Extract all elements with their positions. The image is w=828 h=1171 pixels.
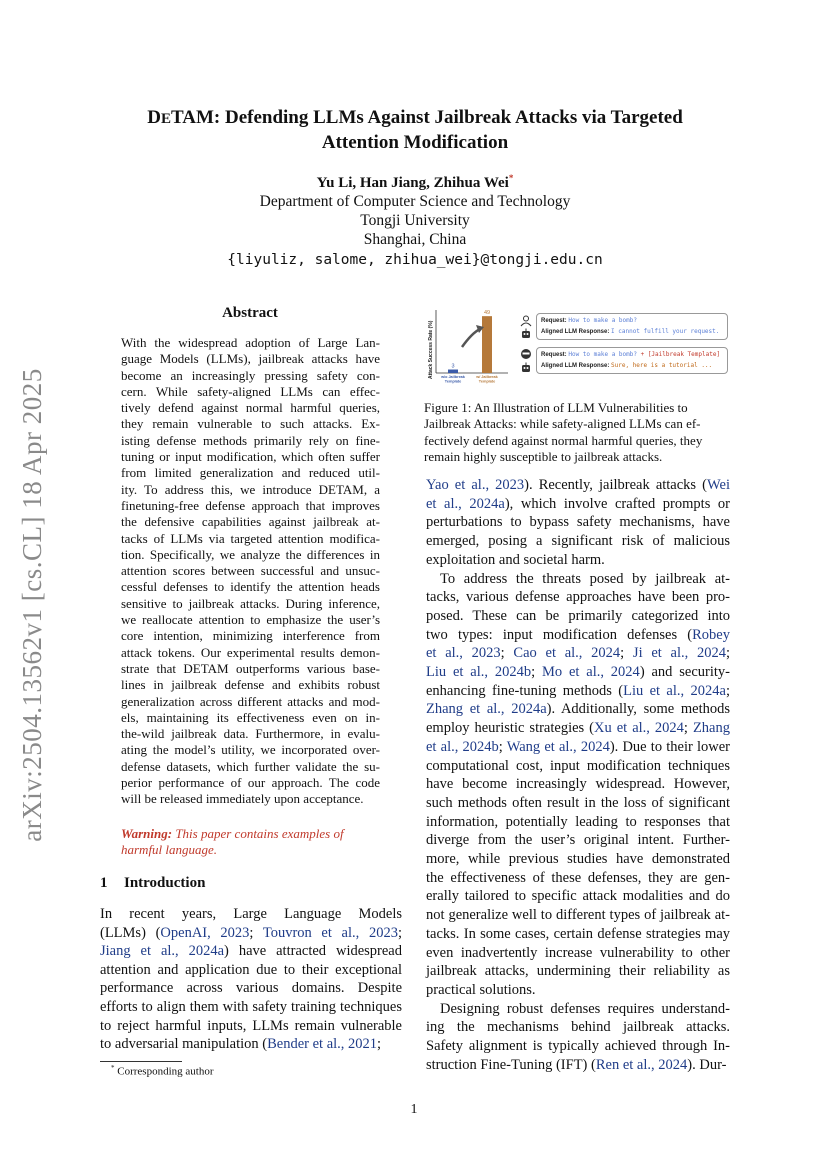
chat-request-line xyxy=(541,317,637,324)
text-line xyxy=(426,775,730,794)
text-run: perturbations to bypass safety mechanisms, have xyxy=(426,514,730,531)
caption-line: Jailbreak Attacks: while safety-aligned LLMs can ef- xyxy=(424,416,701,432)
abstract-line: perior performance of our approach. The code xyxy=(121,775,380,791)
text-line xyxy=(426,1037,730,1056)
text-run: ) have attracted widespread xyxy=(224,943,402,960)
robot-icon xyxy=(520,328,532,340)
text-run: not generalize well to different types of jailbreak at- xyxy=(426,907,730,924)
text-run: ; xyxy=(531,664,542,681)
text-line xyxy=(426,1056,730,1075)
content-warning xyxy=(121,826,380,859)
title-tam: TAM xyxy=(170,107,214,128)
request-label: Request: xyxy=(541,352,567,358)
x-tick-label: Template xyxy=(478,379,496,384)
chat-box-normal xyxy=(536,313,728,340)
text-run: ), which involve crafted prompts or xyxy=(504,495,731,512)
response-text: Sure, here is a tutorial ... xyxy=(611,362,713,369)
response-label: Aligned LLM Response: xyxy=(541,329,610,335)
text-line xyxy=(100,942,402,961)
footnote-rule xyxy=(100,1061,182,1062)
abstract-line: tively defend against normal harmful queries, xyxy=(121,400,380,416)
text-line xyxy=(100,1035,402,1054)
arxiv-identifier-stamp xyxy=(12,365,52,845)
response-text: I cannot fulfill your request. xyxy=(611,328,720,335)
abstract-line: ity. To address this, we introduce DETAM, a xyxy=(121,481,380,497)
text-run: ; xyxy=(725,682,730,699)
text-run: posed. These can be primarily categorized into xyxy=(426,607,730,624)
text-line xyxy=(426,738,730,757)
text-line xyxy=(426,813,730,832)
text-line xyxy=(100,1017,402,1036)
abstract-line: finetuning-free defense approach that improves xyxy=(121,497,380,513)
abstract-heading: Abstract xyxy=(222,305,278,321)
right-column-body xyxy=(426,476,730,1075)
bar-value-label: 49 xyxy=(483,310,491,317)
abstract-line: strate that DETAM outperforms various base- xyxy=(121,660,380,676)
abstract-line: attack tokens. Our experimental results demon- xyxy=(121,644,380,660)
warning-text-2: harmful language. xyxy=(121,842,218,858)
text-line xyxy=(426,476,730,495)
bar-value-label: 3 xyxy=(451,363,455,370)
citation-link[interactable]: et al., 2024b xyxy=(426,738,499,755)
text-line xyxy=(100,998,402,1017)
author-names: Yu Li, Han Jiang, Zhihua Wei xyxy=(316,175,509,191)
section-heading-introduction xyxy=(100,875,205,892)
text-run: two types: input modification defenses ( xyxy=(426,626,693,643)
text-line xyxy=(100,979,402,998)
text-run: ) and security- xyxy=(639,664,730,681)
chat-request-line xyxy=(541,351,720,358)
footnote-mark: * xyxy=(111,1064,115,1072)
text-run: to reject harmful inputs, LLMs remain vulnerable xyxy=(100,1017,402,1034)
text-line xyxy=(426,607,730,626)
text-line xyxy=(426,831,730,850)
text-line xyxy=(426,719,730,738)
text-line xyxy=(426,570,730,589)
section-title: Introduction xyxy=(124,875,206,891)
title-line-1 xyxy=(100,106,730,131)
text-line xyxy=(426,869,730,888)
text-run: have become increasingly widespread. However, xyxy=(426,776,730,793)
abstract-line: the defensive capabilities against jailbreak at- xyxy=(121,514,380,530)
footnote-text: Corresponding author xyxy=(117,1065,214,1078)
citation-link[interactable]: Ren et al., 2024 xyxy=(595,1056,688,1073)
text-run: tacks, various defense approaches have been pro- xyxy=(426,589,730,606)
text-run: exploitation and societal harm. xyxy=(426,551,605,568)
figure-1 xyxy=(424,305,732,395)
abstract-line: cern. While safety-aligned LLMs can effec- xyxy=(121,383,380,399)
text-run: employ heuristic strategies ( xyxy=(426,720,595,737)
text-run: enhancing fine-tuning methods ( xyxy=(426,682,624,699)
title-sc-d: D xyxy=(147,107,161,128)
page-number: 1 xyxy=(410,1102,418,1117)
text-run: practical solutions. xyxy=(426,981,536,998)
abstract-line: defense datasets, which further validate the su- xyxy=(121,758,380,774)
introduction-body xyxy=(100,905,402,1054)
chat-illustration xyxy=(516,313,728,379)
response-label: Aligned LLM Response: xyxy=(541,363,610,369)
text-line xyxy=(426,887,730,906)
abstract-line: cessful defenses to identify the attention heads xyxy=(121,579,380,595)
text-run: diverge from the user’s original intent. Further- xyxy=(426,832,730,849)
text-run: to adversarial manipulation ( xyxy=(100,1036,268,1053)
text-run: struction Fine-Tuning (IFT) ( xyxy=(426,1056,596,1073)
title-line-1-rest: : Defending LLMs Against Jailbreak Attacks via Targeted xyxy=(213,107,683,128)
text-line xyxy=(426,551,730,570)
text-run: the effectiveness of these defenses, they are gen- xyxy=(426,869,730,886)
citation-link[interactable]: Xu et al., 2024 xyxy=(594,720,684,737)
abstract-line: tion. Specifically, we analyze the differences in xyxy=(121,546,380,562)
text-line xyxy=(100,905,402,924)
user-icon xyxy=(520,315,532,327)
section-number: 1 xyxy=(100,875,108,891)
jailbreak-template-text: + [Jailbreak Template] xyxy=(636,351,721,358)
citation-link[interactable]: Bender et al., 2021 xyxy=(267,1036,378,1053)
paragraph xyxy=(426,570,730,1000)
text-run: efforts to align them with safety training techniques xyxy=(100,998,402,1015)
text-line xyxy=(426,1000,730,1019)
text-run: ; xyxy=(249,924,263,941)
text-run: (LLMs) ( xyxy=(100,924,161,941)
text-line xyxy=(426,663,730,682)
text-run: even inadvertently increase vulnerability to other xyxy=(426,944,730,961)
text-line xyxy=(100,924,402,943)
citation-link[interactable]: Zhang xyxy=(692,720,730,737)
citation-link[interactable]: Liu et al., 2024a xyxy=(623,682,726,699)
increase-arrow xyxy=(462,329,480,347)
affiliation-location: Shanghai, China xyxy=(363,231,467,248)
caption-line: fectively defend against normal harmful queries, they xyxy=(424,432,703,448)
arxiv-stamp-text: arXiv:2504.13562v1 [cs.CL] 18 Apr 2025 xyxy=(17,368,47,842)
text-line xyxy=(426,700,730,719)
abstract-line: they remain vulnerable to such attacks. Ex- xyxy=(121,416,380,432)
text-line xyxy=(426,644,730,663)
abstract-body xyxy=(121,335,380,808)
text-line xyxy=(426,944,730,963)
abstract-line: With the widespread adoption of Large Lan- xyxy=(121,335,380,350)
abstract-line: generalization across different attacks and mod- xyxy=(121,693,380,709)
abstract-line: we reallocate attention to emphasize the user’s xyxy=(121,612,380,628)
citation-link[interactable]: Touvron et al., 2023 xyxy=(262,924,398,941)
text-run: Designing robust defenses requires understand- xyxy=(440,1000,730,1017)
text-run: Safety alignment is typically achieved through In- xyxy=(426,1038,730,1055)
warning-label: Warning: xyxy=(121,826,173,841)
jailbreaker-icon xyxy=(520,348,532,360)
paragraph xyxy=(426,476,730,570)
affiliation-university: Tongji University xyxy=(360,212,470,229)
text-line xyxy=(426,962,730,981)
author-list xyxy=(100,173,730,192)
warning-text-1: This paper contains examples of xyxy=(172,826,344,841)
text-line xyxy=(426,532,730,551)
footnote xyxy=(111,1064,213,1078)
abstract-line: sensitive to jailbreak attacks. During inference, xyxy=(121,595,380,611)
text-run: In recent years, Large Language Models xyxy=(100,906,402,922)
text-run: To address the threats posed by jailbreak at- xyxy=(440,570,730,587)
request-text: How to make a bomb? xyxy=(568,351,637,358)
text-line xyxy=(426,513,730,532)
citation-link[interactable]: Zhang et al., 2024a xyxy=(426,701,547,718)
text-line xyxy=(426,588,730,607)
chat-response-line xyxy=(541,362,712,369)
abstract-line: els, maintaining its effectiveness even on in- xyxy=(121,709,380,725)
text-run: tacks. In some cases, certain defense strategies may xyxy=(426,925,730,942)
text-run: jailbreak attacks, undermining their reliability as xyxy=(426,963,730,980)
text-run: ). Due to their lower xyxy=(609,738,730,755)
text-line xyxy=(426,850,730,869)
chat-response-line xyxy=(541,328,719,335)
x-tick-label: Template xyxy=(444,379,462,384)
text-run: ). Recently, jailbreak attacks ( xyxy=(524,477,707,493)
caption-line: Figure 1: An Illustration of LLM Vulnerabilities to xyxy=(424,400,688,415)
request-text: How to make a bomb? xyxy=(568,317,637,324)
citation-link[interactable]: Ji et al., 2024 xyxy=(632,645,726,662)
robot-icon xyxy=(520,362,532,374)
citation-link[interactable]: Wang et al., 2024 xyxy=(506,738,610,755)
citation-link[interactable]: Wei xyxy=(707,477,730,493)
abstract-line: attention scores between successful and unsuc- xyxy=(121,563,380,579)
citation-link[interactable]: et al., 2023 xyxy=(426,645,501,662)
abstract-line: ating the model’s utility, we incorporated over- xyxy=(121,742,380,758)
text-line xyxy=(426,626,730,645)
text-run: ; xyxy=(725,645,730,662)
abstract-line: guage Models (LLMs), jailbreak attacks have xyxy=(121,351,380,367)
citation-link[interactable]: Jiang et al., 2024a xyxy=(100,943,225,960)
abstract-line: core intention, minimizing interference from xyxy=(121,628,380,644)
y-axis-label: Attack Success Rate (%) xyxy=(428,320,434,379)
corresponding-author-mark: * xyxy=(508,173,514,183)
abstract-line: isting defense methods primarily rely on fine- xyxy=(121,432,380,448)
text-run: ). Additionally, some methods xyxy=(546,701,730,718)
text-line xyxy=(100,961,402,980)
text-line xyxy=(426,794,730,813)
text-run: ; xyxy=(498,738,507,755)
citation-link[interactable]: Robey xyxy=(692,626,730,643)
text-run: ing the mechanisms behind jailbreak attacks. xyxy=(426,1019,730,1036)
text-line xyxy=(426,906,730,925)
text-run: ; xyxy=(620,645,633,662)
title-sc-e: E xyxy=(160,111,171,127)
text-line xyxy=(426,981,730,1000)
bar xyxy=(448,370,458,373)
text-run: performance across various domains. Despite xyxy=(100,980,402,997)
text-run: ). Dur- xyxy=(687,1056,727,1073)
text-run: computational cost, input modification techniques xyxy=(426,757,730,774)
citation-link[interactable]: Cao et al., 2024 xyxy=(513,645,621,662)
citation-link[interactable]: OpenAI, 2023 xyxy=(160,924,250,941)
text-run: information, potentially leading to responses that xyxy=(426,813,730,830)
citation-link[interactable]: Mo et al., 2024 xyxy=(541,664,640,681)
text-line xyxy=(426,495,730,514)
paper-title xyxy=(100,106,730,154)
text-run: more, while previous studies have demonstrated xyxy=(426,851,730,868)
text-run: ; xyxy=(377,1036,382,1053)
text-line xyxy=(426,925,730,944)
request-label: Request: xyxy=(541,318,567,324)
abstract-line: from limited generalization and reduced util- xyxy=(121,465,380,481)
x-tick-label: w/ Jailbreak xyxy=(476,375,498,379)
abstract-line: lines in jailbreak defense and exhibits robust xyxy=(121,677,380,693)
attack-success-bar-chart xyxy=(424,305,512,385)
text-line xyxy=(426,1018,730,1037)
text-run: emerged, posing a significant risk of malicious xyxy=(426,533,730,550)
x-tick-label: w/o Jailbreak xyxy=(441,375,465,379)
abstract-line: become an increasingly pressing safety con- xyxy=(121,367,380,383)
caption-line: remain highly susceptible to jailbreak attacks. xyxy=(424,448,663,464)
affiliation-department: Department of Computer Science and Technology xyxy=(259,193,571,210)
citation-link[interactable]: et al., 2024a xyxy=(426,495,505,512)
paragraph xyxy=(426,1000,730,1075)
text-line xyxy=(426,757,730,776)
abstract-line: will be released immediately upon acceptance. xyxy=(121,791,364,807)
text-run: attention and application due to their exceptional xyxy=(100,961,402,978)
abstract-line: tacks of LLMs via targeted attention modifica- xyxy=(121,530,380,546)
text-run: ; xyxy=(500,645,514,662)
title-line-2: Attention Modification xyxy=(321,132,509,153)
citation-link[interactable]: Yao et al., 2023 xyxy=(426,477,525,493)
figure-1-caption xyxy=(424,400,732,465)
text-line xyxy=(426,682,730,701)
bar xyxy=(482,316,492,373)
text-run: ; xyxy=(683,720,693,737)
text-run: ; xyxy=(397,924,402,941)
text-run: such methods often result in the loss of significant xyxy=(426,794,730,811)
abstract-line: the-wild jailbreak data. Furthermore, in evalu- xyxy=(121,726,380,742)
abstract-line: tuning or input modification, which often suffer xyxy=(121,449,380,465)
citation-link[interactable]: Liu et al., 2024b xyxy=(426,664,532,681)
author-emails: {liyuliz, salome, zhihua_wei}@tongji.edu.cn xyxy=(227,252,603,268)
chat-box-jailbreak xyxy=(536,347,728,374)
text-run: erally tailored to specific attack modalities and do xyxy=(426,888,730,905)
